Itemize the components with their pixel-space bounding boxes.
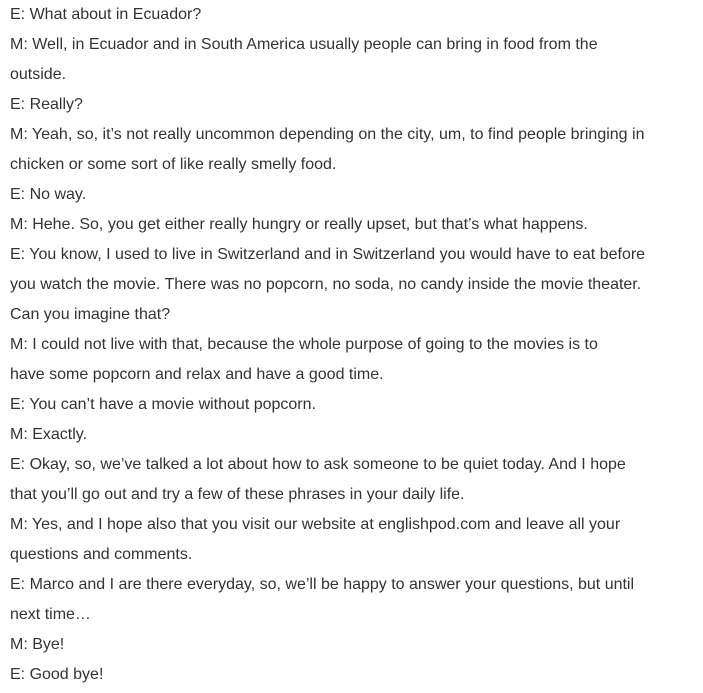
transcript-line: E: Good bye! <box>10 666 104 683</box>
transcript-text <box>10 0 700 690</box>
transcript-line: E: You can’t have a movie without popcorn. <box>10 396 316 413</box>
transcript-line: M: Hehe. So, you get either really hungry or really upset, but that’s what happens. <box>10 216 588 233</box>
transcript-line: next time… <box>10 606 91 623</box>
transcript-line: E: Okay, so, we’ve talked a lot about how to ask someone to be quiet today. And I hope <box>10 456 626 473</box>
transcript-line: M: Bye! <box>10 636 65 653</box>
transcript-line: E: Marco and I are there everyday, so, we’ll be happy to answer your questions, but until <box>10 576 635 593</box>
transcript-line: outside. <box>10 66 67 83</box>
transcript-line: E: No way. <box>10 186 87 203</box>
transcript-line: have some popcorn and relax and have a good time. <box>10 366 384 383</box>
transcript-line: M: I could not live with that, because the whole purpose of going to the movies is to <box>10 336 598 353</box>
transcript-line: E: Really? <box>10 96 83 113</box>
transcript-line: M: Well, in Ecuador and in South America usually people can bring in food from the <box>10 36 598 53</box>
transcript-line: chicken or some sort of like really smelly food. <box>10 156 337 173</box>
transcript-line: E: What about in Ecuador? <box>10 6 202 23</box>
transcript-line: M: Yeah, so, it’s not really uncommon depending on the city, um, to find people bringing in <box>10 126 645 143</box>
transcript-line: questions and comments. <box>10 546 193 563</box>
transcript-line: E: You know, I used to live in Switzerland and in Switzerland you would have to eat before <box>10 246 646 263</box>
transcript-line: you watch the movie. There was no popcorn, no soda, no candy inside the movie theater. <box>10 276 642 293</box>
transcript-line: that you’ll go out and try a few of these phrases in your daily life. <box>10 486 465 503</box>
transcript-line: Can you imagine that? <box>10 306 171 323</box>
transcript-line: M: Yes, and I hope also that you visit our website at englishpod.com and leave all your <box>10 516 621 533</box>
transcript-line: M: Exactly. <box>10 426 88 443</box>
